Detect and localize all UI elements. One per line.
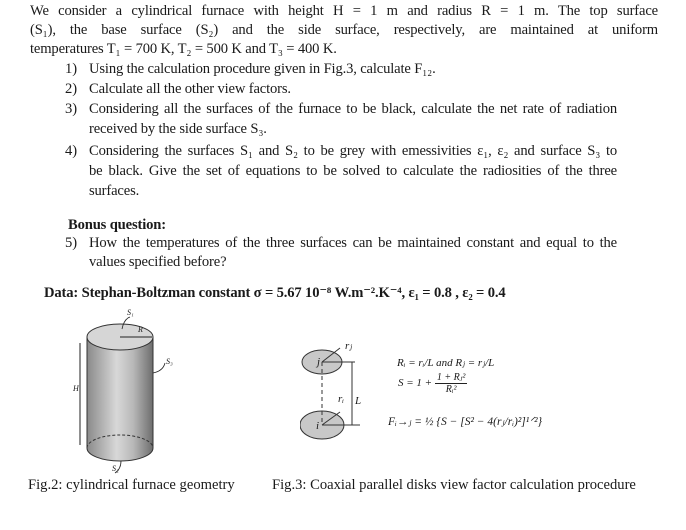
eq-s-numerator: 1 + Rⱼ² [436,372,466,383]
eq-s-fraction [435,372,468,395]
question-1-number: 1) [65,61,78,77]
intro-line-1: We consider a cylindrical furnace with height H = 1 m and radius R = 1 m. The top surface [30,3,658,19]
fig3-equation-s [398,372,467,395]
intro-line-2: (S₁), the base surface (S₂) and the side surface, respectively, are maintained at uniform [30,22,658,38]
fig3-label-i: i [316,420,320,432]
cylinder-furnace-diagram [60,305,260,475]
fig2-caption: Fig.2: cylindrical furnace geometry [28,477,235,493]
fig3-label-rj: rⱼ [345,340,353,352]
question-4-text-line-1: Considering the surfaces S₁ and S₂ to be grey with emessivities ε₁, ε₂ and surface S₃ to [89,143,617,159]
eq-s-left: S = 1 + [398,377,433,390]
intro-line-3: temperatures T₁ = 700 K, T₂ = 500 K and T₃ = 400 K. [30,41,337,57]
bonus-question-number: 5) [65,235,78,251]
question-3-text-line-1: Considering all the surfaces of the furnace to be black, calculate the net rate of radiation [89,101,617,117]
fig3-equation-ratios: Rᵢ = rᵢ/L and Rⱼ = rⱼ/L [397,357,495,369]
bonus-question-line-1: How the temperatures of the three surfaces can be maintained constant and equal to the [89,235,617,251]
data-line [44,284,506,302]
question-2-text: Calculate all the other view factors. [89,81,291,97]
question-4-number: 4) [65,143,78,159]
fig3-label-ri: rᵢ [338,393,345,405]
fig2-label-s1: S₁ [127,308,134,317]
fig2-label-s3: S₃ [166,357,173,366]
data-label: Data: [44,285,79,301]
question-4-text-line-2: be black. Give the set of equations to be solved to calculate the radiosities of the three [89,163,617,179]
fig2-label-s2: S₂ [112,464,119,473]
bonus-title: Bonus question: [68,217,166,233]
question-2-number: 2) [65,81,78,97]
data-text: Stephan-Boltzman constant σ = 5.67 10⁻⁸ W.m⁻².K⁻⁴, ε₁ = 0.8 , ε₂ = 0.4 [78,285,506,301]
fig2-label-r: R [138,325,143,334]
question-3-text-line-2: received by the side surface S₃. [89,121,267,137]
bonus-question-line-2: values specified before? [89,254,227,270]
question-1-text: Using the calculation procedure given in Fig.3, calculate F₁₂. [89,61,436,77]
question-3-number: 3) [65,101,78,117]
fig3-label-L: L [355,395,362,407]
fig3-label-j: j [317,356,321,368]
eq-s-denominator: Rᵢ² [445,384,457,395]
fig2-label-h: H [73,384,79,393]
fig3-equation-view-factor: Fᵢ→ⱼ = ½ {S − [S² − 4(rⱼ/rᵢ)²]¹ᐟ²} [388,416,543,428]
fig3-caption: Fig.3: Coaxial parallel disks view factor calculation procedure [272,477,636,493]
question-4-text-line-3: surfaces. [89,183,140,199]
